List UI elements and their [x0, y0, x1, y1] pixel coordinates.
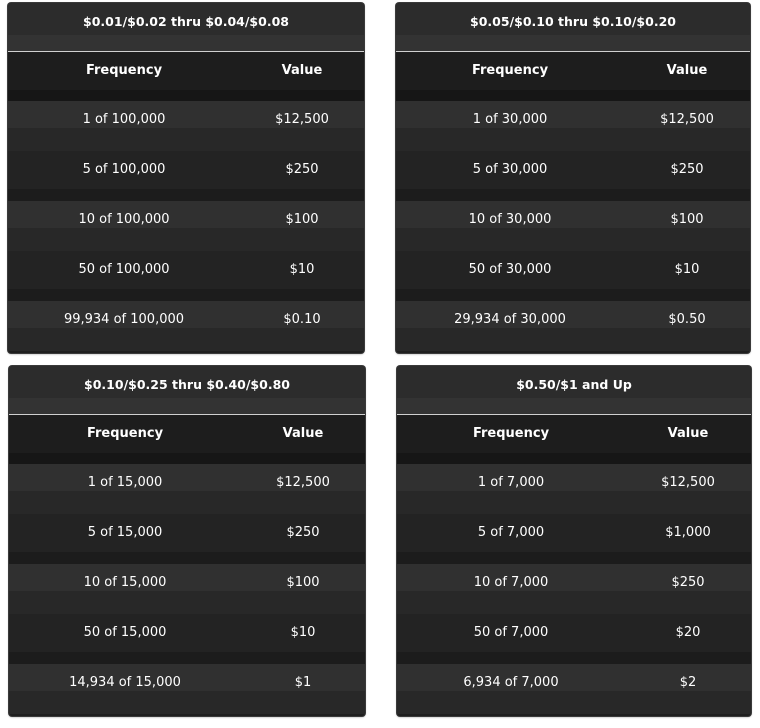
value-cell: $250 — [671, 575, 705, 590]
table-row — [397, 514, 751, 564]
frequency-column-header: Frequency — [85, 63, 163, 78]
value-cell: $12,500 — [661, 475, 715, 490]
value-cell: $2 — [679, 675, 697, 690]
value-cell: $250 — [286, 525, 320, 540]
payout-table-panel — [8, 3, 364, 353]
value-column-header: Value — [666, 63, 708, 78]
frequency-cell: 5 of 100,000 — [82, 162, 166, 177]
value-cell: $250 — [670, 162, 704, 177]
table-row — [396, 101, 750, 151]
table-row — [8, 301, 364, 351]
table-row — [8, 251, 364, 301]
value-cell: $1 — [294, 675, 312, 690]
value-cell: $100 — [670, 212, 704, 227]
panel-title: $0.50/$1 and Up — [397, 366, 751, 415]
frequency-cell: 10 of 15,000 — [83, 575, 167, 590]
frequency-cell: 10 of 30,000 — [468, 212, 552, 227]
table-row — [397, 664, 751, 714]
frequency-cell: 50 of 7,000 — [473, 625, 549, 640]
frequency-cell: 1 of 7,000 — [477, 475, 545, 490]
table-row — [9, 664, 365, 714]
frequency-cell: 50 of 15,000 — [83, 625, 167, 640]
value-cell: $20 — [675, 625, 701, 640]
frequency-cell: 50 of 30,000 — [468, 262, 552, 277]
table-row — [8, 151, 364, 201]
table-row — [9, 514, 365, 564]
value-cell: $100 — [285, 212, 319, 227]
table-row — [397, 564, 751, 614]
table-row — [396, 251, 750, 301]
frequency-column-header: Frequency — [472, 426, 550, 441]
value-cell: $250 — [285, 162, 319, 177]
frequency-cell: 1 of 15,000 — [87, 475, 163, 490]
value-cell: $100 — [286, 575, 320, 590]
value-cell: $10 — [289, 262, 315, 277]
payout-table-panel — [396, 3, 750, 353]
table-row — [397, 614, 751, 664]
value-cell: $12,500 — [275, 112, 329, 127]
payout-table-panel — [397, 366, 751, 716]
frequency-cell: 14,934 of 15,000 — [69, 675, 181, 690]
table-header-row — [8, 52, 364, 101]
frequency-cell: 10 of 7,000 — [473, 575, 549, 590]
value-cell: $10 — [674, 262, 700, 277]
table-row — [396, 201, 750, 251]
frequency-cell: 1 of 30,000 — [472, 112, 548, 127]
value-cell: $12,500 — [276, 475, 330, 490]
value-column-header: Value — [281, 63, 323, 78]
table-row — [396, 151, 750, 201]
table-row — [8, 201, 364, 251]
value-cell: $10 — [290, 625, 316, 640]
frequency-cell: 1 of 100,000 — [82, 112, 166, 127]
table-row — [9, 614, 365, 664]
panel-title: $0.05/$0.10 thru $0.10/$0.20 — [396, 3, 750, 52]
table-row — [9, 464, 365, 514]
value-column-header: Value — [282, 426, 324, 441]
table-row — [9, 564, 365, 614]
payout-table-panel — [9, 366, 365, 716]
frequency-cell: 99,934 of 100,000 — [63, 312, 185, 327]
frequency-cell: 50 of 100,000 — [78, 262, 170, 277]
table-header-row — [9, 415, 365, 464]
value-cell: $0.50 — [668, 312, 706, 327]
frequency-cell: 6,934 of 7,000 — [463, 675, 559, 690]
table-row — [396, 301, 750, 351]
panel-title: $0.01/$0.02 thru $0.04/$0.08 — [8, 3, 364, 52]
frequency-cell: 29,934 of 30,000 — [454, 312, 566, 327]
table-row — [8, 101, 364, 151]
frequency-column-header: Frequency — [471, 63, 549, 78]
frequency-column-header: Frequency — [86, 426, 164, 441]
panel-title: $0.10/$0.25 thru $0.40/$0.80 — [9, 366, 365, 415]
value-column-header: Value — [667, 426, 709, 441]
table-header-row — [396, 52, 750, 101]
table-row — [397, 464, 751, 514]
table-header-row — [397, 415, 751, 464]
frequency-cell: 5 of 30,000 — [472, 162, 548, 177]
value-cell: $0.10 — [283, 312, 321, 327]
frequency-cell: 10 of 100,000 — [78, 212, 170, 227]
value-cell: $1,000 — [665, 525, 711, 540]
value-cell: $12,500 — [660, 112, 714, 127]
frequency-cell: 5 of 15,000 — [87, 525, 163, 540]
frequency-cell: 5 of 7,000 — [477, 525, 545, 540]
